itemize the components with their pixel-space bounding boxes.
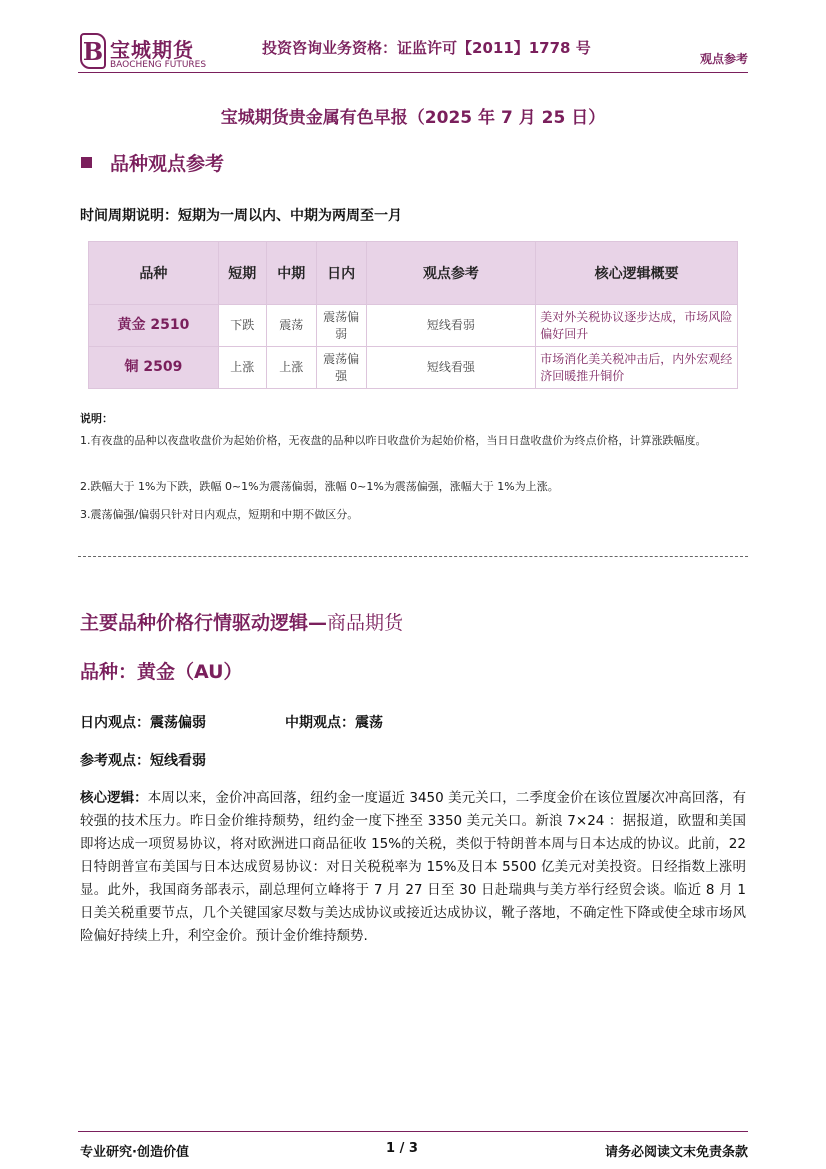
cell-intraday: 震荡偏弱: [316, 305, 366, 347]
cell-logic: 美对外关税协议逐步达成，市场风险偏好回升: [536, 305, 738, 347]
company-logo-mark: B: [80, 33, 106, 69]
table-row: [89, 305, 738, 347]
intraday-view: 日内观点：震荡偏弱: [80, 715, 206, 731]
section-divider: [78, 556, 748, 557]
footer-divider: [78, 1131, 748, 1132]
drivers-title-rest: 商品期货: [327, 612, 404, 634]
views-table: [88, 241, 738, 389]
header-view: 观点参考: [366, 242, 536, 305]
header-variety: 品种: [89, 242, 219, 305]
company-logo-english: BAOCHENG FUTURES: [110, 60, 207, 70]
footer-slogan: 专业研究·创造价值: [80, 1145, 189, 1160]
cell-logic: 市场消化美关税冲击后，内外宏观经济回暖推升铜价: [536, 347, 738, 389]
note-item: 3.震荡偏强/偏弱只针对日内观点，短期和中期不做区分。: [80, 508, 359, 521]
period-note: 时间周期说明：短期为一周以内、中期为两周至一月: [80, 208, 402, 224]
table-row: [89, 347, 738, 389]
disclaimer-note: 请务必阅读文末免责条款: [604, 1145, 748, 1160]
notes-title: 说明：: [80, 412, 113, 425]
cell-mid: 震荡: [266, 305, 316, 347]
drivers-title-bold: 主要品种价格行情驱动逻辑—: [80, 612, 328, 634]
header-divider: [78, 72, 748, 73]
license-text: 投资咨询业务资格：证监许可【2011】1778 号: [262, 39, 591, 57]
cell-view: 短线看弱: [366, 305, 536, 347]
table-header-row: [89, 242, 738, 305]
cell-short: 下跌: [218, 305, 266, 347]
section-title-drivers: [80, 608, 403, 635]
core-logic-label: 核心逻辑：: [80, 790, 148, 806]
cell-intraday: 震荡偏强: [316, 347, 366, 389]
report-title: 宝城期货贵金属有色早报（2025 年 7 月 25 日）: [220, 108, 606, 128]
page-number: 1 / 3: [386, 1141, 418, 1156]
document-category: 观点参考: [699, 52, 748, 66]
cell-mid: 上涨: [266, 347, 316, 389]
cell-view: 短线看强: [366, 347, 536, 389]
core-logic-paragraph: [80, 787, 746, 948]
cell-variety: 铜 2509: [89, 347, 219, 389]
header-logic: 核心逻辑概要: [536, 242, 738, 305]
core-logic-text: 本周以来，金价冲高回落，纽约金一度逼近 3450 美元关口，二季度金价在该位置屡次冲高回落，有较强的技术压力。昨日金价维持颓势，纽约金一度下挫至 3350 美元关口。新浪 7×24 ：据报道，欧盟和美国即将达成一项贸易协议，将对欧洲进口商品征收 15%的关税，类似于特朗普本周与日本达成的协议。此前，22 日特朗普宣布美国与日本达成贸易协议：对日关税税率为 15%及日本 5500 亿美元对美投资。日经指数上涨明显。此外，我国商务部表示，副总理何立峰将于 7 月 27 日至 30 日赴瑞典与美方举行经贸会谈。临近 8 月 1 日美关税重要节点，几个关键国家尽数与美达成协议或接近达成协议，靴子落地，不确定性下降或使全球市场风险偏好持续上升，利空金价。预计金价维持颓势.: [80, 790, 746, 944]
header-short: 短期: [218, 242, 266, 305]
cell-short: 上涨: [218, 347, 266, 389]
views-line: [80, 712, 383, 732]
header-mid: 中期: [266, 242, 316, 305]
section-bullet-icon: [81, 157, 92, 168]
note-item: 2.跌幅大于 1%为下跌，跌幅 0~1%为震荡偏弱，涨幅 0~1%为震荡偏强，涨幅大于 1%为上涨。: [80, 480, 559, 493]
section-title-views: 品种观点参考: [110, 153, 225, 175]
variety-title: 品种：黄金（AU）: [80, 661, 243, 683]
cell-variety: 黄金 2510: [89, 305, 219, 347]
note-item: 1.有夜盘的品种以夜盘收盘价为起始价格，无夜盘的品种以昨日收盘价为起始价格，当日日盘收盘价为终点价格，计算涨跌幅度。: [80, 434, 707, 447]
mid-view: 中期观点：震荡: [285, 715, 383, 731]
reference-view: 参考观点：短线看弱: [80, 753, 206, 769]
company-logo-name: 宝城期货: [110, 38, 194, 62]
header-intraday: 日内: [316, 242, 366, 305]
